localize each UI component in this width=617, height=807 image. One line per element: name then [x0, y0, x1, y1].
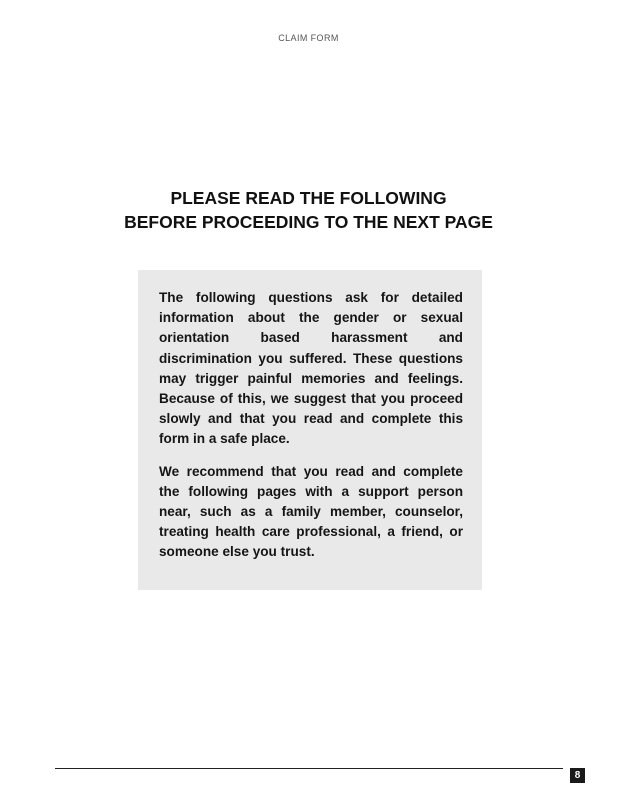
notice-box: [138, 270, 482, 590]
page-number-badge: 8: [570, 768, 585, 783]
footer-divider: [55, 768, 563, 769]
page-title: [0, 186, 617, 234]
form-header-label: CLAIM FORM: [278, 33, 339, 43]
notice-paragraph-2: We recommend that you read and complete the following pages with a support person near, such as a family member, counselor, treating health care professional, a friend, or someone else you trust.: [159, 463, 463, 560]
title-line-2: BEFORE PROCEEDING TO THE NEXT PAGE: [124, 212, 493, 232]
title-line-1: PLEASE READ THE FOLLOWING: [170, 188, 447, 208]
notice-paragraph-1: The following questions ask for detailed information about the gender or sexual orientation based harassment and discrimination you suffered. These questions may trigger painful memories and feelings. Because of this, we suggest that you proceed slowly and that you read and complete this form in a safe place.: [159, 290, 463, 447]
